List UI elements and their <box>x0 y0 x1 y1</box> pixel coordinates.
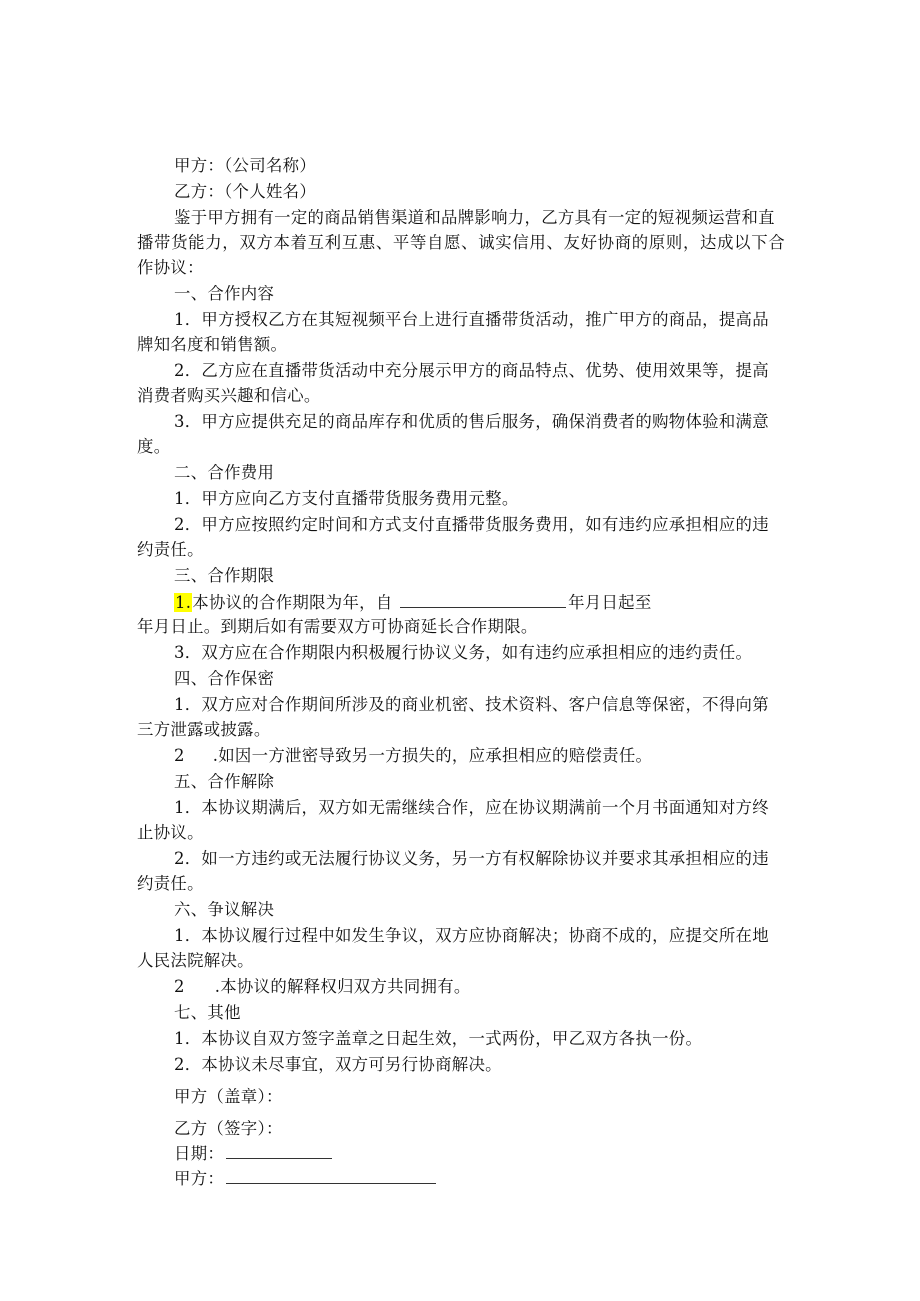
preamble-line-2: 播带货能力，双方本着互利互惠、平等自愿、诚实信用、友好协商的原则，达成以下合 <box>137 233 785 252</box>
s3-item-1-text-a: 本协议的合作期限为年，自 <box>192 593 393 612</box>
s3-item-1-text-b: 年月日起至 <box>568 593 652 612</box>
s7-item-1: 1．本协议自双方签字盖章之日起生效，一式两份，甲乙双方各执一份。 <box>174 1029 703 1048</box>
date-blank <box>226 1142 332 1159</box>
party-b-line: 乙方：（个人姓名） <box>174 182 317 201</box>
s1-item-3-line-1: 3．甲方应提供充足的商品库存和优质的售后服务，确保消费者的购物体验和满意 <box>174 412 769 431</box>
s3-item-1-line-1 <box>174 591 652 614</box>
s4-item-1-line-2: 三方泄露或披露。 <box>137 720 271 739</box>
s5-item-2-line-2: 约责任。 <box>137 874 204 893</box>
s2-item-1: 1．甲方应向乙方支付直播带货服务费用元整。 <box>174 489 519 508</box>
s2-item-2-line-2: 约责任。 <box>137 540 204 559</box>
s3-item-3: 3．双方应在合作期限内积极履行协议义务，如有违约应承担相应的违约责任。 <box>174 643 753 662</box>
s6-item-2 <box>174 976 471 998</box>
highlighted-item-number: 1. <box>175 593 192 612</box>
s6-item-1-line-1: 1．本协议履行过程中如发生争议，双方应协商解决；协商不成的，应提交所在地 <box>174 926 769 945</box>
s5-item-2-line-1: 2．如一方违约或无法履行协议义务，另一方有权解除协议并要求其承担相应的违 <box>174 849 769 868</box>
section-6-title: 六、争议解决 <box>174 900 275 919</box>
date-line <box>174 1142 334 1165</box>
s7-item-2: 2．本协议未尽事宜，双方可另行协商解决。 <box>174 1055 502 1074</box>
party-a-label-2: 甲方： <box>174 1169 225 1188</box>
preamble-line-1: 鉴于甲方拥有一定的商品销售渠道和品牌影响力，乙方具有一定的短视频运营和直 <box>174 208 775 227</box>
s6-item-2-number: 2 <box>174 977 185 996</box>
s1-item-3-line-2: 度。 <box>137 437 171 456</box>
s4-item-1-line-1: 1．双方应对合作期间所涉及的商业机密、技术资料、客户信息等保密，不得向第 <box>174 695 769 714</box>
s4-item-2 <box>174 745 652 767</box>
party-a-blank <box>226 1167 436 1184</box>
party-a-seal: 甲方（盖章）： <box>174 1087 283 1106</box>
date-label: 日期： <box>174 1144 225 1163</box>
party-a-line: 甲方：（公司名称） <box>174 156 317 175</box>
s5-item-1-line-2: 止协议。 <box>137 823 204 842</box>
s1-item-2-line-2: 消费者购买兴趣和信心。 <box>137 386 321 405</box>
s1-item-1-line-2: 牌知名度和销售额。 <box>137 335 288 354</box>
section-2-title: 二、合作费用 <box>174 463 275 482</box>
s5-item-1-line-1: 1．本协议期满后，双方如无需继续合作，应在协议期满前一个月书面通知对方终 <box>174 798 769 817</box>
preamble-line-3: 作协议： <box>137 258 204 277</box>
section-7-title: 七、其他 <box>174 1003 241 1022</box>
s3-item-1-line-2: 年月日止。到期后如有需要双方可协商延长合作期限。 <box>137 617 538 636</box>
s1-item-2-line-1: 2．乙方应在直播带货活动中充分展示甲方的商品特点、优势、使用效果等，提高 <box>174 361 769 380</box>
party-b-signature: 乙方（签字）： <box>174 1119 283 1138</box>
section-5-title: 五、合作解除 <box>174 772 275 791</box>
s4-item-2-number: 2 <box>174 746 185 765</box>
s1-item-1-line-1: 1．甲方授权乙方在其短视频平台上进行直播带货活动，推广甲方的商品，提高品 <box>174 310 769 329</box>
s6-item-2-text: .本协议的解释权归双方共同拥有。 <box>214 977 471 996</box>
section-4-title: 四、合作保密 <box>174 669 275 688</box>
s6-item-1-line-2: 人民法院解决。 <box>137 951 254 970</box>
s2-item-2-line-1: 2．甲方应按照约定时间和方式支付直播带货服务费用，如有违约应承担相应的违 <box>174 515 769 534</box>
section-1-title: 一、合作内容 <box>174 284 275 303</box>
s4-item-2-text: .如因一方泄密导致另一方损失的，应承担相应的赔偿责任。 <box>212 746 653 765</box>
start-date-blank <box>400 591 566 608</box>
party-a-line-2 <box>174 1167 438 1190</box>
section-3-title: 三、合作期限 <box>174 566 275 585</box>
